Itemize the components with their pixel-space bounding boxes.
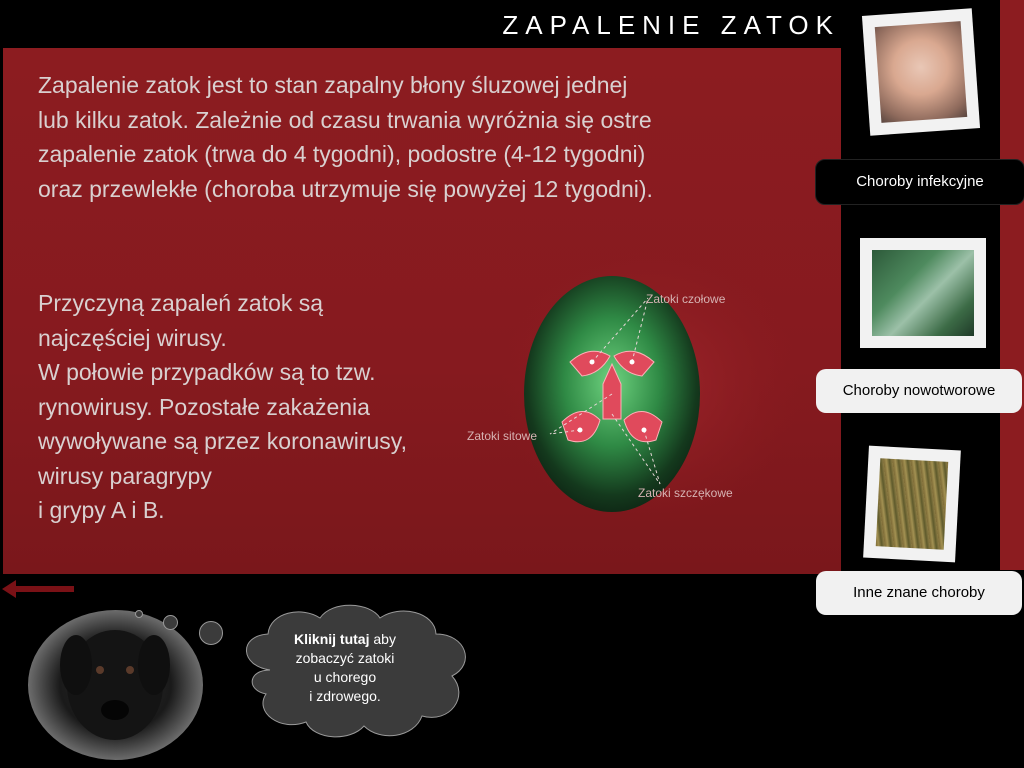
label-ethmoid-sinuses: Zatoki sitowe (467, 429, 538, 443)
thought-cloud-text[interactable] (270, 630, 420, 706)
label-frontal-sinuses: Zatoki czołowe (646, 292, 726, 306)
photo-sneezing-child (862, 8, 980, 135)
cloud-link-bold[interactable]: Kliknij tutaj (294, 631, 370, 647)
thought-dot-small (135, 610, 143, 618)
photo-surgery (860, 238, 986, 348)
thought-dot-medium (163, 615, 178, 630)
cloud-text-part2: u chorego (313, 669, 377, 685)
right-accent-strip (1000, 0, 1024, 570)
page-title: ZAPALENIE ZATOK (502, 10, 840, 40)
cloud-text-part1: aby zobaczyć zatoki (295, 631, 396, 666)
cancer-diseases-button[interactable]: Choroby nowotworowe (816, 369, 1022, 413)
cloud-text-part3: i zdrowego. (309, 688, 381, 704)
cause-paragraph: Przyczyną zapaleń zatok są najczęściej wirusy. W połowie przypadków są to tzw. rynowirusy. Pozostałe zakażenia wywoływane są przez koronawirusy, wirusy paragrypy i grypy A i B. (38, 290, 407, 523)
infectious-diseases-button[interactable]: Choroby infekcyjne (815, 159, 1024, 205)
photo-grass (863, 446, 961, 563)
label-maxillary-sinuses: Zatoki szczękowe (638, 486, 733, 500)
sinus-diagram (500, 244, 800, 524)
thought-dot-large (199, 621, 223, 645)
dog-face-icon (28, 610, 203, 760)
other-diseases-button[interactable]: Inne znane choroby (816, 571, 1022, 615)
intro-paragraph: Zapalenie zatok jest to stan zapalny błony śluzowej jednej lub kilku zatok. Zależnie od czasu trwania wyróżnia się ostre zapalenie zatok (trwa do 4 tygodni), podostre (4-12 tygodni) oraz przewlekłe (choroba utrzymuje się powyżej 12 tygodni). (38, 72, 653, 202)
back-arrow-icon[interactable] (2, 578, 74, 600)
